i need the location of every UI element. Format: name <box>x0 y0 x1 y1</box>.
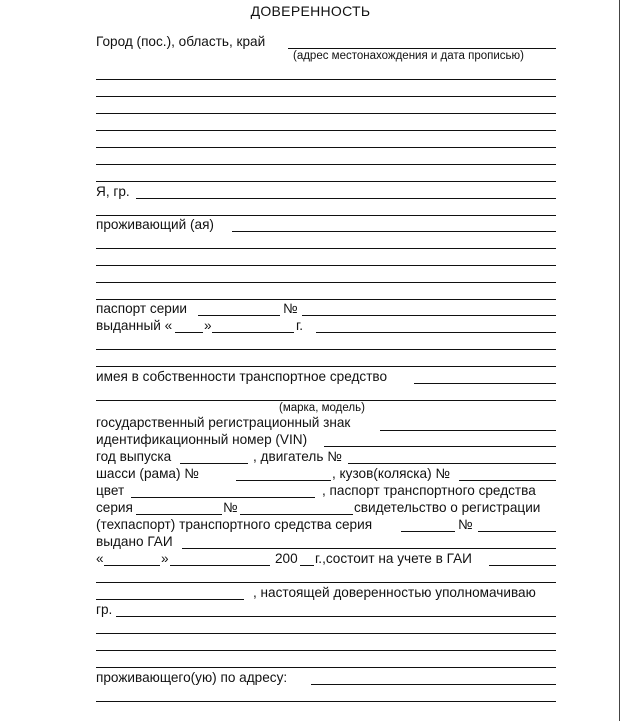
color-label: цвет <box>96 483 125 498</box>
make-model-caption: (марка, модель) <box>279 402 365 414</box>
residing-label: проживающий (ая) <box>96 217 214 232</box>
blank-line[interactable] <box>96 181 556 182</box>
manuf-year-line[interactable] <box>180 463 248 464</box>
date-year-line[interactable] <box>300 565 314 566</box>
vin-label: идентификационный номер (VIN) <box>96 432 308 447</box>
engine-label: , двигатель № <box>253 449 342 464</box>
number-sign: № <box>283 301 298 316</box>
reg-certificate-label: свидетельство о регистрации <box>354 500 541 515</box>
residing-address-label: проживающего(ую) по адресу: <box>96 670 288 685</box>
blank-line[interactable] <box>96 96 556 97</box>
vehicle-line[interactable] <box>414 383 556 384</box>
authorized-person-line[interactable] <box>116 616 556 617</box>
blank-line[interactable] <box>96 633 556 634</box>
authorize-label: , настоящей доверенностью уполномачиваю <box>253 585 536 600</box>
number-sign-3: № <box>458 517 473 532</box>
blank-line[interactable] <box>96 701 556 702</box>
date-day-line[interactable] <box>104 565 160 566</box>
blank-line[interactable] <box>96 667 556 668</box>
series-line[interactable] <box>136 514 222 515</box>
issued-year-label: г. <box>296 318 304 333</box>
blank-line[interactable] <box>96 147 556 148</box>
issued-by-line[interactable] <box>316 332 556 333</box>
engine-line[interactable] <box>348 463 556 464</box>
authorizer-line[interactable] <box>96 599 244 600</box>
series-label: серия <box>96 500 133 515</box>
quote-open: « <box>96 551 104 566</box>
year-200-label: 200 <box>275 551 298 566</box>
blank-line[interactable] <box>96 282 556 283</box>
blank-line[interactable] <box>96 400 556 401</box>
blank-line[interactable] <box>96 366 556 367</box>
address-caption: (адрес местонахождения и дата прописью) <box>293 50 524 62</box>
vehicle-passport-number-line[interactable] <box>240 514 353 515</box>
blank-line[interactable] <box>96 113 556 114</box>
blank-line[interactable] <box>96 650 556 651</box>
issued-day-line[interactable] <box>175 332 203 333</box>
blank-line[interactable] <box>96 248 556 249</box>
vin-line[interactable] <box>324 446 556 447</box>
tech-passport-number-line[interactable] <box>478 531 556 532</box>
blank-line[interactable] <box>96 582 556 583</box>
issued-label: выданный « <box>96 318 173 333</box>
body-label: , кузов(коляска) № <box>332 466 450 481</box>
registered-gai-line[interactable] <box>489 565 556 566</box>
reg-plate-line[interactable] <box>380 430 556 431</box>
gr-label: гр. <box>96 602 113 617</box>
chassis-label: шасси (рама) № <box>96 466 199 481</box>
blank-line[interactable] <box>96 265 556 266</box>
citizen-label: Я, гр. <box>96 184 130 199</box>
quote-close: » <box>161 551 169 566</box>
color-line[interactable] <box>131 497 315 498</box>
blank-line[interactable] <box>96 164 556 165</box>
residing-line[interactable] <box>232 231 556 232</box>
city-line[interactable] <box>288 48 556 49</box>
passport-number-line[interactable] <box>302 315 556 316</box>
manuf-year-label: год выпуска <box>96 449 172 464</box>
document-title: ДОВЕРЕННОСТЬ <box>250 3 371 19</box>
issued-gai-line[interactable] <box>182 548 556 549</box>
city-label: Город (пос.), область, край <box>96 34 266 49</box>
citizen-line[interactable] <box>136 198 556 199</box>
passport-series-line[interactable] <box>198 315 280 316</box>
number-sign-2: № <box>223 500 238 515</box>
date-month-line[interactable] <box>170 565 270 566</box>
issued-quote-close: » <box>204 318 212 333</box>
blank-line[interactable] <box>96 130 556 131</box>
tech-passport-label: (техпаспорт) транспортного средства серия <box>96 517 373 532</box>
chassis-line[interactable] <box>236 480 331 481</box>
issued-month-line[interactable] <box>212 332 294 333</box>
reg-plate-label: государственный регистрационный знак <box>96 415 351 430</box>
blank-line[interactable] <box>96 299 556 300</box>
registered-gai-label: г.,состоит на учете в ГАИ <box>315 551 472 566</box>
issued-gai-label: выдано ГАИ <box>96 534 173 549</box>
residing-address-line[interactable] <box>311 684 556 685</box>
tech-passport-series-line[interactable] <box>401 531 455 532</box>
passport-series-label: паспорт серии <box>96 301 188 316</box>
blank-line[interactable] <box>96 215 556 216</box>
blank-line[interactable] <box>96 349 556 350</box>
body-line[interactable] <box>459 480 556 481</box>
owns-vehicle-label: имея в собственности транспортное средство <box>96 369 388 384</box>
vehicle-passport-label: , паспорт транспортного средства <box>322 483 536 498</box>
blank-line[interactable] <box>96 79 556 80</box>
